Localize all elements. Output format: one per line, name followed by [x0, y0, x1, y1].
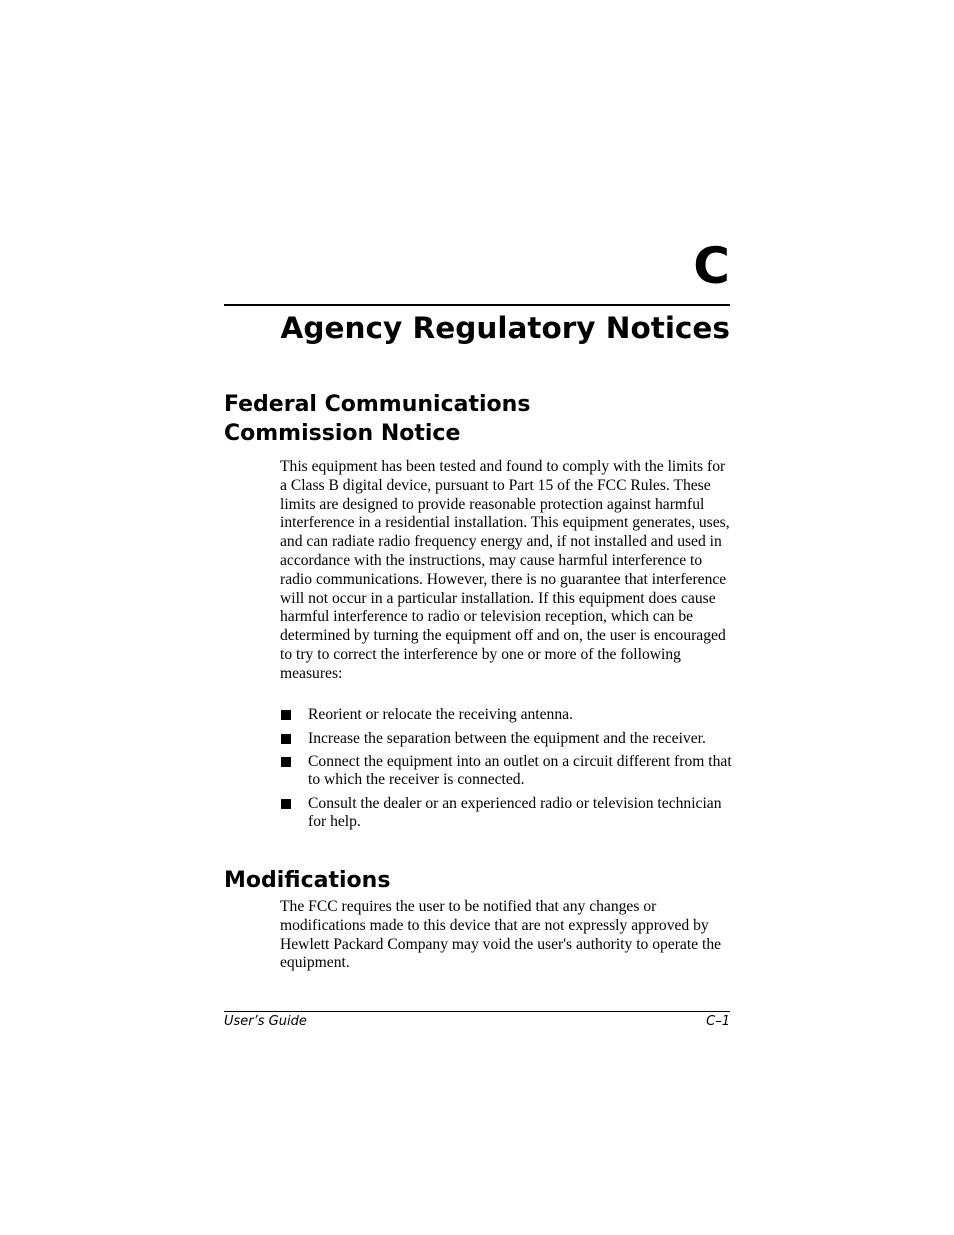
- modifications-heading: Modifications: [224, 868, 391, 893]
- list-item: [280, 730, 732, 748]
- square-bullet-icon: [281, 757, 291, 767]
- fcc-heading-line-2: Commission Notice: [224, 421, 461, 446]
- chapter-letter: C: [693, 237, 730, 295]
- footer-divider: [224, 1011, 730, 1012]
- square-bullet-icon: [281, 710, 291, 720]
- list-item: [280, 706, 732, 724]
- list-item-text: Consult the dealer or an experienced radio or television technician for help.: [308, 794, 722, 831]
- list-item: [280, 753, 732, 789]
- fcc-section-heading: [224, 390, 730, 448]
- fcc-paragraph: This equipment has been tested and found to comply with the limits for a Class B digital device, pursuant to Part 15 of the FCC Rules. These limits are designed to provide reasonable protection against harmful interference in a residential installation. This equipment generates, uses, and can radiate radio frequency energy and, if not installed and used in accordance with the instructions, may cause harmful interference to radio communications. However, there is no guarantee that interference will not occur in a particular installation. If this equipment does cause harmful interference to radio or television reception, which can be determined by turning the equipment off and on, the user is encouraged to try to correct the interference by one or more of the following measures:: [280, 458, 730, 682]
- footer-page-number: C–1: [706, 1014, 730, 1029]
- square-bullet-icon: [281, 799, 291, 809]
- footer-guide-title: User’s Guide: [224, 1014, 307, 1029]
- modifications-paragraph: The FCC requires the user to be notified that any changes or modifications made to this device that are not expressly approved by Hewlett Packard Company may void the user's authority to operate the equipment.: [280, 898, 722, 972]
- fcc-heading-line-1: Federal Communications: [224, 392, 531, 417]
- fcc-measures-list: [280, 706, 732, 837]
- list-item-text: Connect the equipment into an outlet on a circuit different from that to which the receiver is connected.: [308, 753, 732, 789]
- square-bullet-icon: [281, 734, 291, 744]
- list-item-text: Reorient or relocate the receiving antenna.: [308, 706, 573, 723]
- list-item-text: Increase the separation between the equipment and the receiver.: [308, 729, 706, 747]
- chapter-title: Agency Regulatory Notices: [280, 311, 730, 345]
- list-item: [280, 795, 732, 831]
